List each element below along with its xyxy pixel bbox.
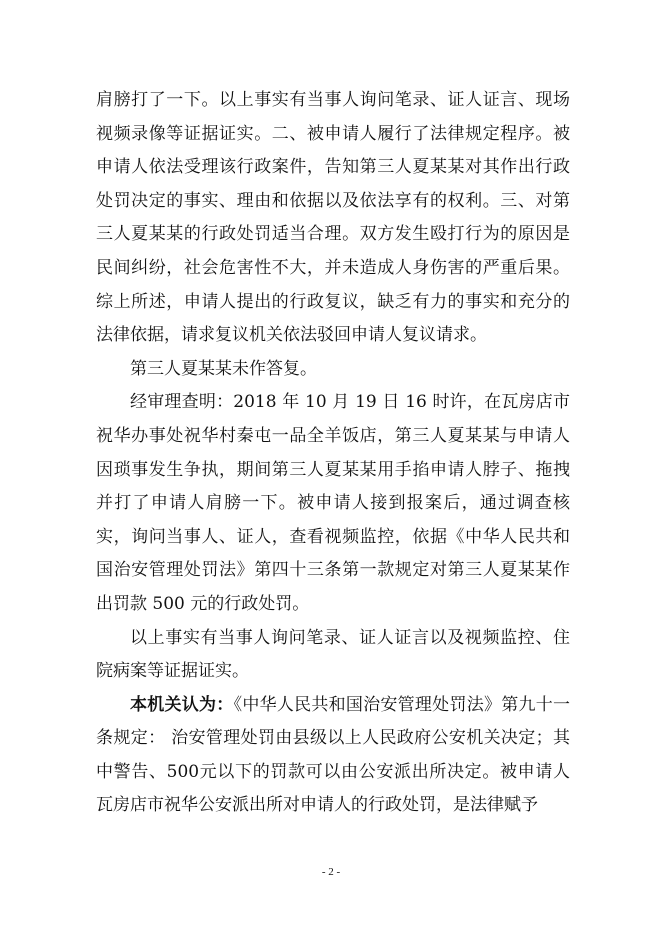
opinion-text: 《中华人民共和国治安管理处罚法》第九十一条规定： 治安管理处罚由县级以上人民政府公安机关决定；其中警告、500元以下的罚款可以由公安派出所决定。被申请人瓦房店市祝华公安派出所对申请人的行政处罚，是法律赋予 xyxy=(96,694,571,816)
document-body xyxy=(96,84,570,823)
paragraph-respondent-statement: 肩膀打了一下。以上事实有当事人询问笔录、证人证言、现场视频录像等证据证实。二、被申请人履行了法律规定程序。被申请人依法受理该行政案件，告知第三人夏某某对其作出行政处罚决定的事实、理由和依据以及依法享有的权利。三、对第三人夏某某的行政处罚适当合理。双方发生殴打行为的原因是民间纠纷，社会危害性不大，并未造成人身伤害的严重后果。综上所述，申请人提出的行政复议，缺乏有力的事实和充分的法律依据，请求复议机关依法驳回申请人复议请求。 xyxy=(96,90,570,346)
paragraph-evidence: 以上事实有当事人询问笔录、证人证言以及视频监控、住院病案等证据证实。 xyxy=(96,627,570,682)
paragraph-opinion xyxy=(96,689,570,823)
paragraph-third-party-reply: 第三人夏某某未作答复。 xyxy=(130,358,317,379)
page-number: - 2 - xyxy=(321,866,341,878)
opinion-lead: 本机关认为： xyxy=(130,694,234,715)
paragraph-findings: 经审理查明：2018 年 10 月 19 日 16 时许，在瓦房店市祝华办事处祝华村秦屯一品全羊饭店，第三人夏某某与申请人因琐事发生争执，期间第三人夏某某用手掐申请人脖子、拖拽并打了申请人肩膀一下。被申请人接到报案后，通过调查核实，询问当事人、证人，查看视频监控，依据《中华人民共和国治安管理处罚法》第四十三条第一款规定对第三人夏某某作出罚款 500 元的行政处罚。 xyxy=(96,392,570,614)
